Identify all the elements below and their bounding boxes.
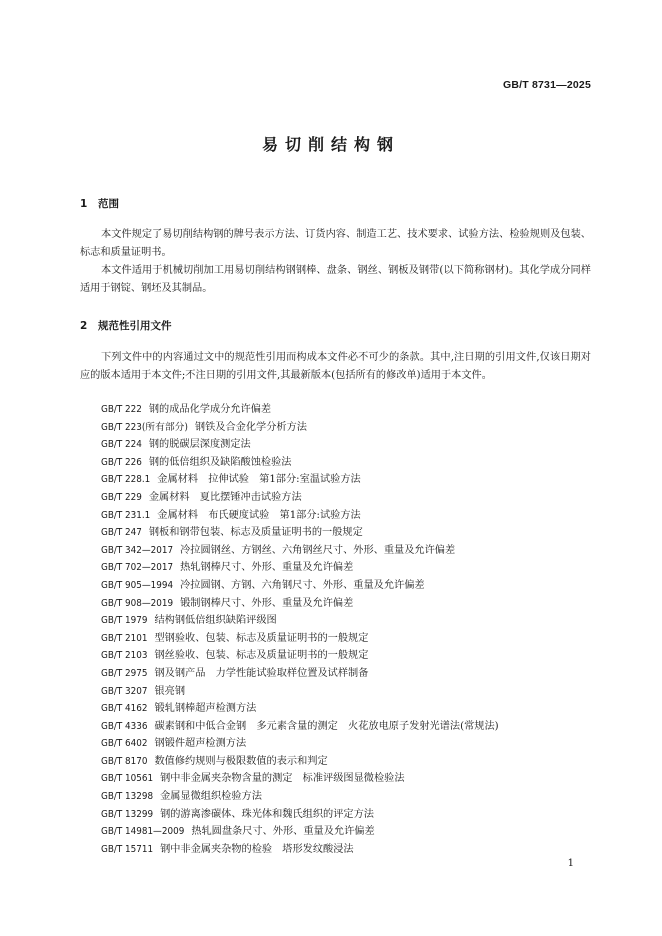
reference-code: GB/T 10561 [101,773,154,785]
section-heading-normative-references [80,318,172,333]
reference-code: GB/T 224 [101,439,142,451]
reference-code: GB/T 8170 [101,755,148,767]
reference-title: 型钢验收、包装、标志及质量证明书的一般规定 [154,632,369,644]
reference-title: 热轧钢棒尺寸、外形、重量及允许偏差 [180,562,354,574]
reference-title: 冷拉圆钢丝、方钢丝、六角钢丝尺寸、外形、重量及允许偏差 [180,544,456,556]
reference-code: GB/T 229 [101,491,142,503]
scope-paragraph-2: 本文件适用于机械切削加工用易切削结构钢钢棒、盘条、钢丝、钢板及钢带(以下简称钢材)。其化学成分同样适用于钢锭、钢坯及其制品。 [80,265,591,294]
reference-title: 钢的成品化学成分允许偏差 [148,404,272,415]
reference-code: GB/T 13298 [101,791,154,803]
reference-item [101,489,499,507]
reference-title: 钢的游离渗碳体、珠光体和魏氏组织的评定方法 [160,808,374,820]
page-number: 1 [567,858,574,869]
reference-title: 钢的脱碳层深度测定法 [148,439,251,451]
references-intro-paragraph: 下列文件中的内容通过文中的规范性引用而构成本文件必不可少的条款。其中,注日期的引用文件,仅该日期对应的版本适用于本文件;不注日期的引用文件,其最新版本(包括所有的修改单)适用于本文件。 [80,352,591,381]
document-title: 易切削结构钢 [261,135,400,154]
reference-code: GB/T 3207 [101,685,148,697]
standard-code: GB/T 8731—2025 [502,79,591,91]
reference-item [101,436,499,454]
reference-code: GB/T 2975 [101,667,148,679]
reference-item [101,806,499,824]
reference-title: 锻制钢棒尺寸、外形、重量及允许偏差 [180,597,354,609]
reference-code: GB/T 231.1 [101,509,151,521]
reference-item [101,471,499,489]
reference-code: GB/T 15711 [101,843,154,855]
reference-code: GB/T 908—2019 [101,597,174,609]
reference-code: GB/T 4336 [101,720,148,732]
reference-title: 金属材料 拉伸试验 第1部分:室温试验方法 [157,474,361,486]
reference-code: GB/T 4162 [101,703,148,715]
reference-code: GB/T 1979 [101,615,148,627]
reference-code: GB/T 6402 [101,738,148,750]
reference-list [101,401,499,858]
section-title: 规范性引用文件 [98,320,172,332]
reference-title: 热轧圆盘条尺寸、外形、重量及允许偏差 [191,826,375,838]
reference-title: 钢铁及合金化学分析方法 [194,421,307,433]
reference-item [101,454,499,472]
reference-item [101,718,499,736]
reference-title: 钢丝验收、包装、标志及质量证明书的一般规定 [154,650,369,662]
reference-item [101,770,499,788]
reference-code: GB/T 226 [101,456,142,468]
reference-item [101,612,499,630]
reference-item [101,735,499,753]
reference-title: 金属材料 布氏硬度试验 第1部分:试验方法 [157,509,361,521]
reference-title: 钢中非金属夹杂物含量的测定 标准评级图显微检验法 [160,773,405,785]
reference-code: GB/T 702—2017 [101,562,174,574]
reference-title: 钢板和钢带包装、标志及质量证明书的一般规定 [148,527,363,539]
reference-item [101,524,499,542]
reference-item [101,788,499,806]
reference-item [101,700,499,718]
reference-code: GB/T 2103 [101,650,148,662]
reference-item [101,419,499,437]
reference-item [101,401,499,419]
reference-code: GB/T 2101 [101,632,148,644]
reference-title: 钢的低倍组织及缺陷酸蚀检验法 [148,456,292,468]
reference-title: 金属材料 夏比摆锤冲击试验方法 [148,491,302,503]
reference-code: GB/T 342—2017 [101,544,174,556]
reference-item [101,577,499,595]
reference-title: 钢及钢产品 力学性能试验取样位置及试样制备 [154,667,369,679]
reference-code: GB/T 223(所有部分) [101,421,188,433]
section-number: 1 [80,198,88,210]
scope-paragraph-1: 本文件规定了易切削结构钢的牌号表示方法、订货内容、制造工艺、技术要求、试验方法、检验规则及包装、标志和质量证明书。 [80,229,591,258]
reference-item [101,753,499,771]
reference-item [101,542,499,560]
reference-item [101,665,499,683]
reference-item [101,647,499,665]
reference-title: 钢中非金属夹杂物的检验 塔形发纹酸浸法 [160,843,354,855]
reference-title: 锻轧钢棒超声检测方法 [154,703,257,715]
reference-code: GB/T 247 [101,527,142,539]
reference-code: GB/T 222 [101,404,142,415]
reference-code: GB/T 13299 [101,808,154,820]
reference-code: GB/T 14981—2009 [101,826,185,838]
reference-item [101,507,499,525]
section-title: 范围 [98,198,119,210]
reference-code: GB/T 905—1994 [101,579,174,591]
reference-title: 碳素钢和中低合金钢 多元素含量的测定 火花放电原子发射光谱法(常规法) [154,720,499,732]
reference-code: GB/T 228.1 [101,474,151,486]
reference-title: 冷拉圆钢、方钢、六角钢尺寸、外形、重量及允许偏差 [180,579,425,591]
reference-title: 银亮钢 [154,685,186,697]
reference-item [101,559,499,577]
reference-item [101,595,499,613]
reference-title: 钢锻件超声检测方法 [154,738,247,750]
reference-title: 数值修约规则与极限数值的表示和判定 [154,755,328,767]
reference-item [101,823,499,841]
section-heading-scope [80,196,119,211]
reference-item [101,841,499,859]
reference-title: 结构钢低倍组织缺陷评级图 [154,615,277,627]
reference-item [101,683,499,701]
reference-title: 金属显微组织检验方法 [160,791,262,803]
reference-item [101,630,499,648]
section-number: 2 [80,320,88,332]
